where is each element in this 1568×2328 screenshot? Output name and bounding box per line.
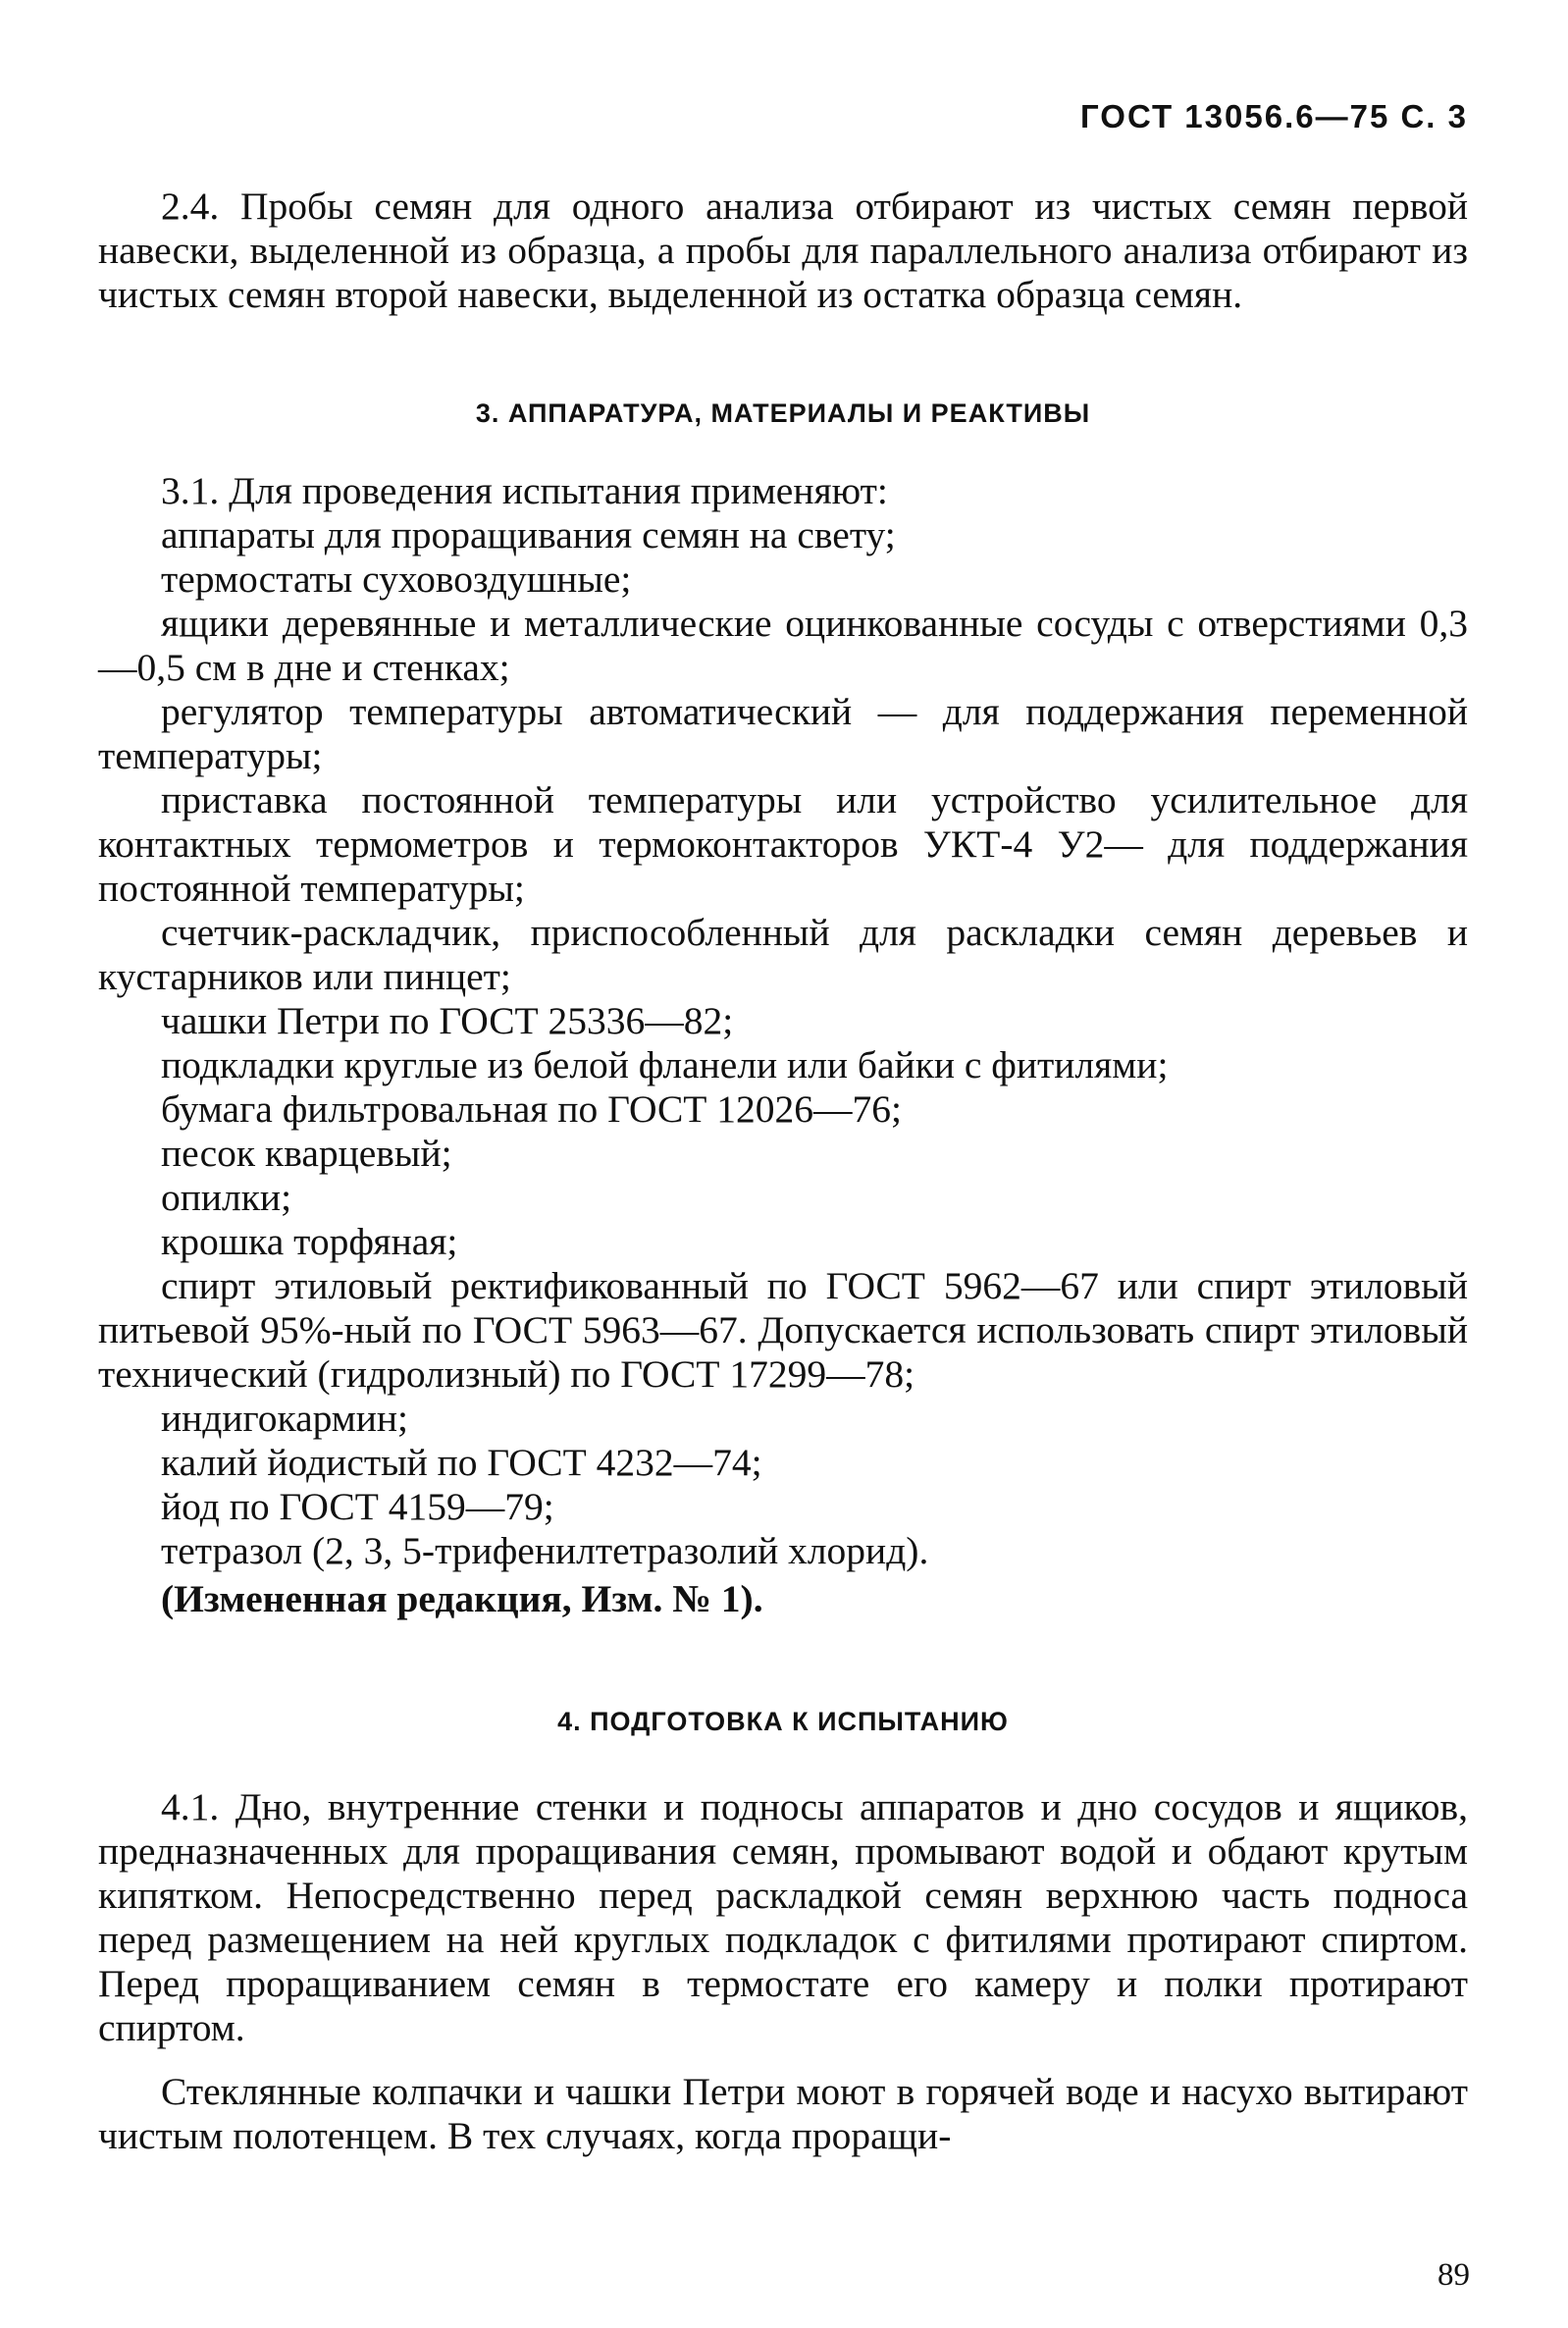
page-content xyxy=(98,185,1468,2158)
section-4-heading: 4. ПОДГОТОВКА К ИСПЫТАНИЮ xyxy=(557,1707,1009,1736)
list-item: опилки; xyxy=(161,1176,292,1219)
section-3-heading: 3. АППАРАТУРА, МАТЕРИАЛЫ И РЕАКТИВЫ xyxy=(475,398,1091,428)
list-item: счетчик-раскладчик, приспособленный для раскладки семян деревьев и кустарников или пинцет; xyxy=(98,911,1468,998)
paragraph-glassware: Стеклянные колпачки и чашки Петри моют в горячей воде и насухо вытирают чистым полотенцем. В тех случаях, когда проращи- xyxy=(98,2070,1468,2157)
list-item: приставка постоянной температуры или устройство усилительное для контактных термометров и термоконтакторов УКТ-4 У2— для поддержания постоянной температуры; xyxy=(98,778,1468,910)
list-item: регулятор температуры автоматический — для поддержания переменной температуры; xyxy=(98,690,1468,777)
list-item: йод по ГОСТ 4159—79; xyxy=(161,1485,554,1528)
list-item: чашки Петри по ГОСТ 25336—82; xyxy=(161,999,734,1042)
list-item: ящики деревянные и металлические оцинкованные сосуды с отверстиями 0,3—0,5 см в дне и стенках; xyxy=(98,602,1468,689)
list-item: индигокармин; xyxy=(161,1397,409,1440)
list-item: калий йодистый по ГОСТ 4232—74; xyxy=(161,1441,762,1484)
list-item: тетразол (2, 3, 5-трифенилтетразолий хлорид). xyxy=(161,1529,929,1572)
list-item: аппараты для проращивания семян на свету; xyxy=(161,513,896,556)
running-header: ГОСТ 13056.6—75 С. 3 xyxy=(1080,98,1468,134)
list-item: песок кварцевый; xyxy=(161,1132,452,1175)
list-item: подкладки круглые из белой фланели или байки с фитилями; xyxy=(161,1043,1169,1086)
list-item: спирт этиловый ректификованный по ГОСТ 5962—67 или спирт этиловый питьевой 95%-ный по ГОСТ 5963—67. Допускается использовать спирт этиловый технический (гидролизный) по ГОСТ 17299—78; xyxy=(98,1264,1468,1396)
paragraph-4-1: 4.1. Дно, внутренние стенки и подносы аппаратов и дно сосудов и ящиков, предназначенных для проращивания семян, промывают водой и обдают крутым кипятком. Непосредственно перед раскладкой семян верхнюю часть подноса перед размещением на ней круглых подкладок с фитилями протирают спиртом. Перед проращиванием семян в термостате его камеру и полки протирают спиртом. xyxy=(98,1785,1468,2049)
list-item: термостаты суховоздушные; xyxy=(161,557,632,601)
list-item: бумага фильтровальная по ГОСТ 12026—76; xyxy=(161,1087,903,1131)
list-item: крошка торфяная; xyxy=(161,1220,458,1263)
page-number: 89 xyxy=(1437,2257,1470,2293)
amendment-note: (Измененная редакция, Изм. № 1). xyxy=(161,1577,763,1620)
paragraph-3-1-intro: 3.1. Для проведения испытания применяют: xyxy=(161,469,888,512)
paragraph-2-4: 2.4. Пробы семян для одного анализа отбирают из чистых семян первой навески, выделенной из образца, а пробы для параллельного анализа отбирают из чистых семян второй навески, выделенной из остатка образца семян. xyxy=(98,185,1468,316)
